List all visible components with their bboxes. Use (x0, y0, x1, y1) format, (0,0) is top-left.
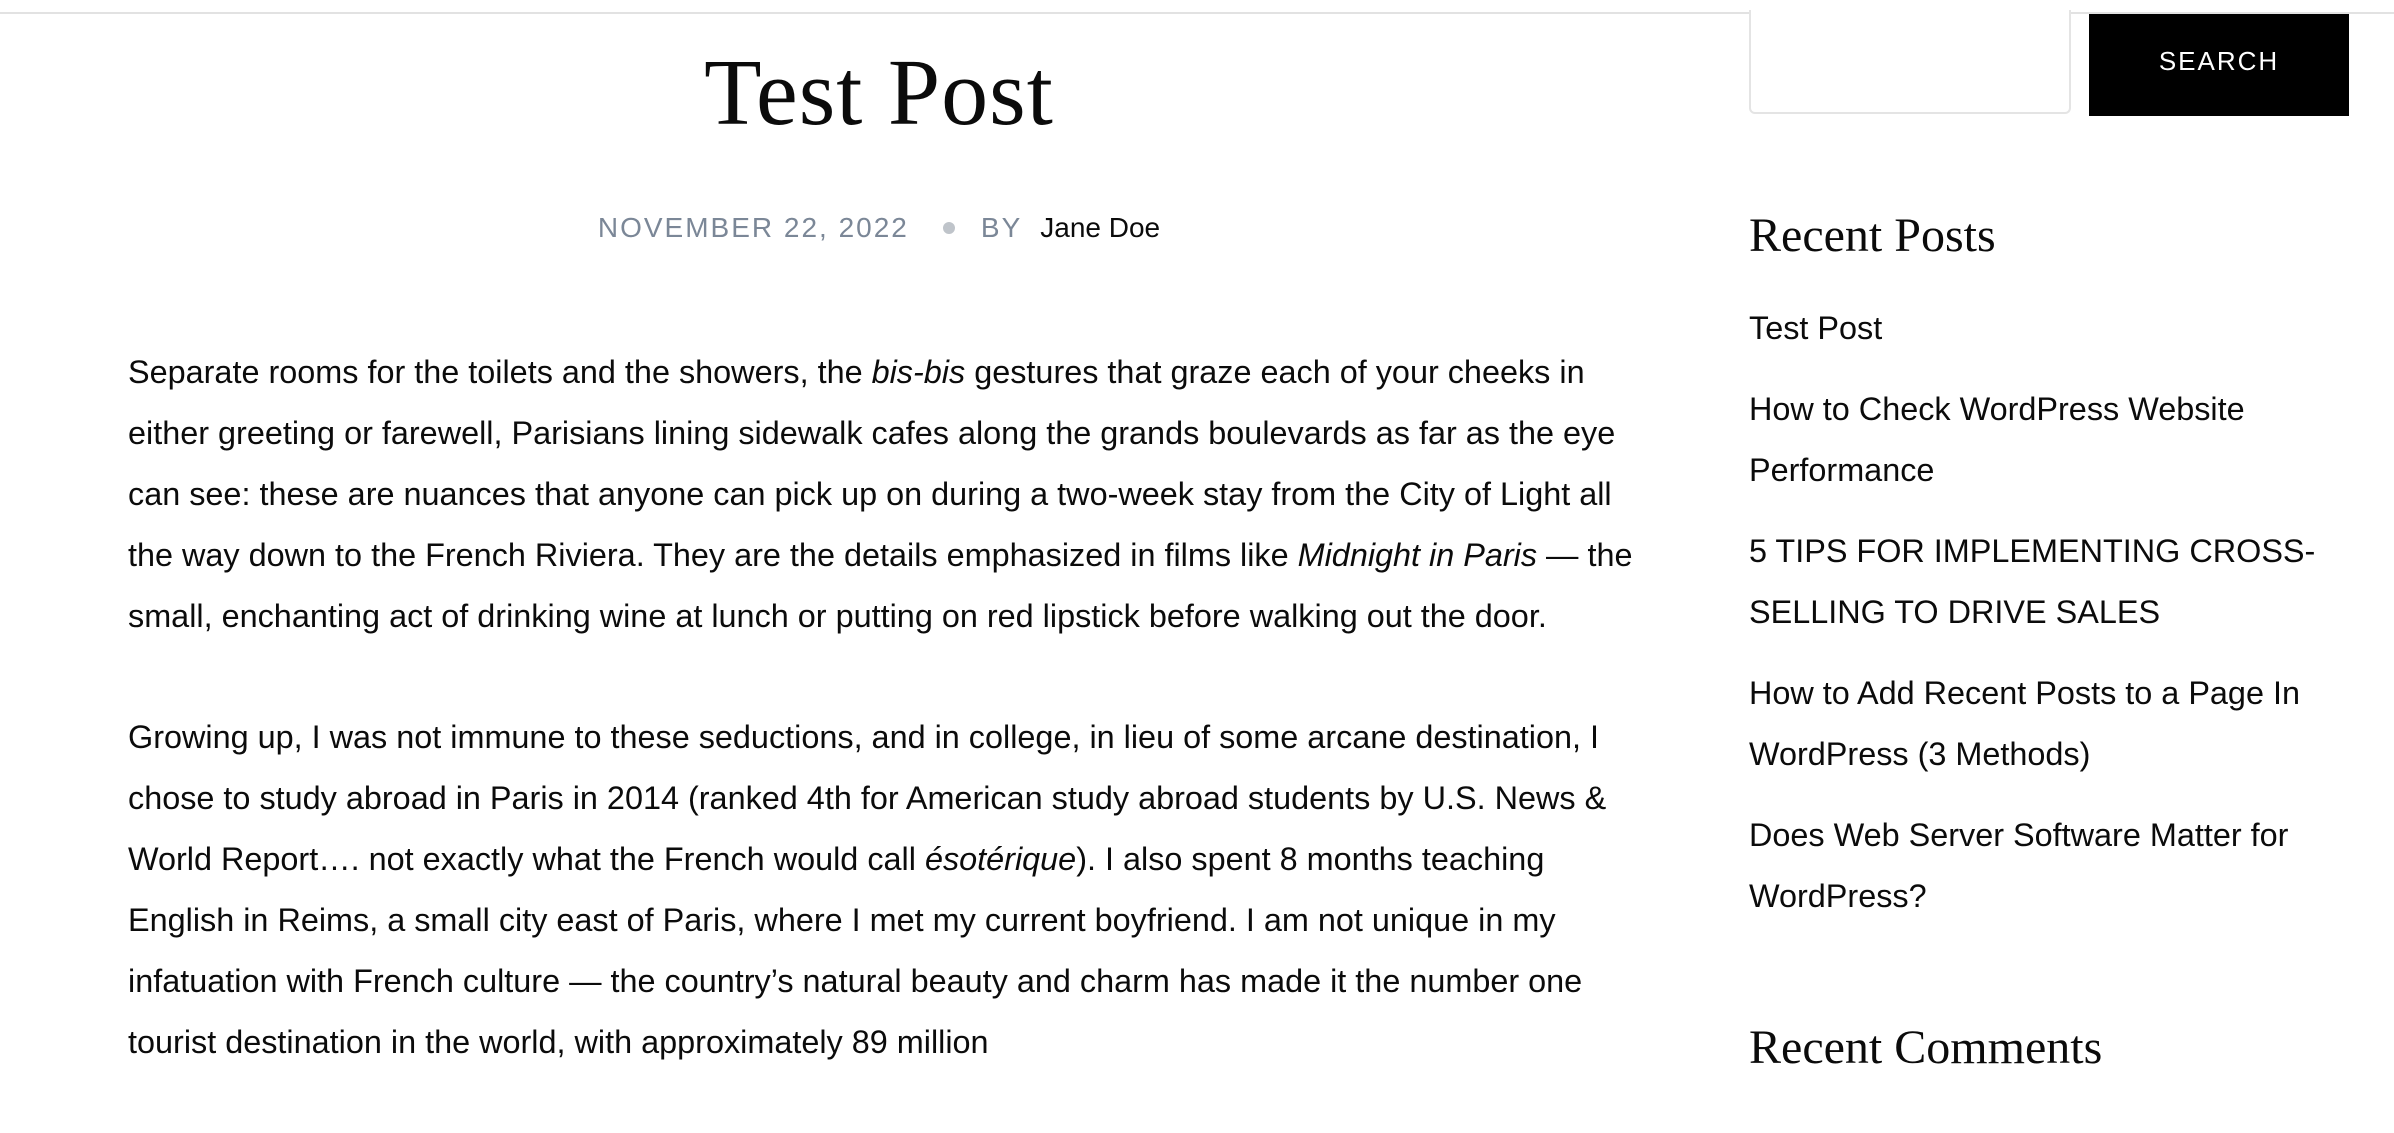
recent-post-link[interactable]: 5 TIPS FOR IMPLEMENTING CROSS-SELLING TO DRIVE SALES (1749, 533, 2316, 630)
post-content (128, 342, 1638, 1133)
list-item (1749, 298, 2349, 359)
recent-post-link[interactable]: Test Post (1749, 310, 1883, 346)
author-link[interactable]: Jane Doe (1040, 212, 1161, 243)
text-run: Separate rooms for the toilets and the showers, the (128, 354, 872, 390)
list-item (1749, 379, 2349, 501)
post-date: NOVEMBER 22, 2022 (597, 212, 909, 243)
post-title: Test Post (704, 41, 1054, 145)
paragraph-1 (128, 342, 1638, 647)
text-run: — the small, enchanting act of drinking wine at lunch or putting on red lipstick before walking out the door. (128, 537, 1633, 634)
search-button[interactable]: SEARCH (2089, 14, 2349, 116)
recent-posts-title: Recent Posts (1749, 209, 1996, 262)
by-label: BY (980, 212, 1023, 243)
list-item (1749, 663, 2349, 785)
text-run: ). I also spent 8 months teaching English in Reims, a small city east of Paris, where I met my current boyfriend. I am not unique in my infatuation with French culture — the country’s natural beauty and charm has made it the number one tourist destination in the world, with approximately 89 million (128, 841, 1583, 1060)
search-input[interactable] (1749, 10, 2071, 114)
recent-post-link[interactable]: How to Check WordPress Website Performance (1749, 391, 2245, 488)
recent-post-link[interactable]: How to Add Recent Posts to a Page In WordPress (3 Methods) (1749, 675, 2300, 772)
paragraph-2 (128, 707, 1638, 1073)
italic-text: bis-bis (871, 354, 966, 390)
recent-post-link[interactable]: Does Web Server Software Matter for WordPress? (1749, 817, 2289, 914)
text-run: gestures that graze each of your cheeks in either greeting or farewell, Parisians lining sidewalk cafes along the grands boulevards as far as the eye can see: these are nuances that anyone can pick up on during a two-week stay from the City of Light all the way down to the French Riviera. They are the details emphasized in films like (128, 354, 1616, 573)
italic-text: Midnight in Paris (1297, 537, 1538, 573)
meta-separator-dot (943, 222, 955, 234)
post-meta (128, 210, 1630, 246)
italic-text: ésotérique (924, 841, 1077, 877)
list-item (1749, 521, 2349, 643)
recent-comments-title: Recent Comments (1749, 1021, 2103, 1074)
list-item (1749, 805, 2349, 927)
recent-posts-list (1749, 298, 2349, 947)
text-run: Growing up, I was not immune to these seductions, and in college, in lieu of some arcane destination, I chose to study abroad in Paris in 2014 (ranked 4th for American study abroad students by U.S. News & World Report…. not exactly what the French would call (128, 719, 1607, 877)
